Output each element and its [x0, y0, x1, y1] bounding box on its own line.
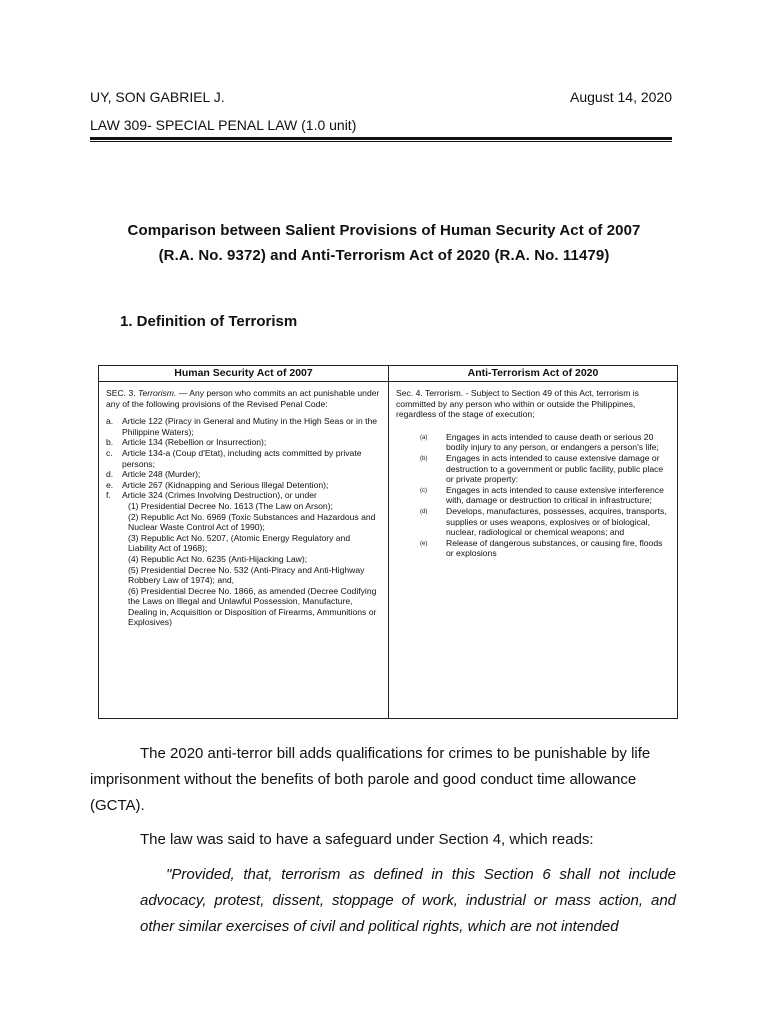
- list-item: [106, 437, 380, 448]
- document-title-line-2: (R.A. No. 9372) and Anti-Terrorism Act of 2020 (R.A. No. 11479): [158, 247, 610, 264]
- list-item: [106, 448, 380, 469]
- table-header-right: Anti-Terrorism Act of 2020: [467, 367, 599, 379]
- list-text: Article 134-a (Coup d'Etat), including acts committed by private persons;: [122, 447, 362, 469]
- sub-item: (6) Presidential Decree No. 1866, as amended (Decree Codifying the Laws on Illegal and Unlawful Possession, Manufacture, Dealing in, Acquisition or Disposition of Firearms, Ammunitions or Explosives): [128, 585, 377, 628]
- list-text: Develops, manufactures, possesses, acquires, transports, supplies or uses weapons, explosives or of biological, nuclear, radiological or chemical weapons; and: [446, 505, 667, 538]
- list-marker: b.: [106, 437, 114, 448]
- list-item: [106, 416, 380, 437]
- left-intro-rest: — Any person who commits an act punishable under any of the following provisions of the Revised Penal Code:: [106, 388, 380, 409]
- list-marker: (e): [420, 540, 428, 547]
- quoted-provision: "Provided, that, terrorism as defined in this Section 6 shall not include advocacy, protest, dissent, stoppage of work, industrial or mass action, and other similar exercises of civil and political rights, which are not intended: [140, 866, 676, 935]
- left-intro-prefix: SEC. 3.: [106, 388, 138, 398]
- paragraph-life-imprisonment: The 2020 anti-terror bill adds qualifications for crimes to be punishable by life imprisonment without the benefits of both parole and good conduct time allowance (GCTA).: [90, 745, 651, 814]
- list-marker: (a): [420, 434, 428, 441]
- list-text: Article 324 (Crimes Involving Destruction), or under: [122, 490, 317, 501]
- sub-item: (5) Presidential Decree No. 532 (Anti-Piracy and Anti-Highway Robbery Law of 1974); and,: [128, 564, 365, 586]
- list-marker: (b): [420, 455, 428, 462]
- list-marker: c.: [106, 447, 113, 458]
- right-column: [396, 388, 670, 559]
- list-text: Release of dangerous substances, or causing fire, floods or explosions: [446, 537, 663, 559]
- list-marker: d.: [106, 469, 114, 480]
- comparison-table: [98, 365, 678, 719]
- left-intro: [106, 388, 380, 409]
- sub-item: (2) Republic Act No. 6969 (Toxic Substances and Hazardous and Nuclear Waste Control Act of 1990);: [128, 511, 376, 533]
- list-text: Article 122 (Piracy in General and Mutiny in the High Seas or in the Philippine Waters);: [122, 416, 378, 437]
- list-text: Article 248 (Murder);: [122, 469, 201, 480]
- paragraph-safeguard: The law was said to have a safeguard under Section 4, which reads:: [140, 831, 594, 848]
- list-item: [396, 538, 670, 559]
- left-article-list: [106, 416, 380, 628]
- section-heading: 1. Definition of Terrorism: [120, 313, 298, 330]
- list-marker: a.: [106, 416, 114, 427]
- list-item: [396, 432, 670, 453]
- list-text: Article 267 (Kidnapping and Serious Illegal Detention);: [122, 479, 329, 490]
- list-item: [396, 485, 670, 506]
- list-item: [396, 506, 670, 538]
- list-text: Engages in acts intended to cause extensive damage or destruction to a government or public facility, public place or private property:: [446, 452, 664, 485]
- list-text: Article 134 (Rebellion or Insurrection);: [122, 437, 267, 448]
- sub-item: (1) Presidential Decree No. 1613 (The Law on Arson);: [128, 500, 333, 511]
- left-column: [106, 388, 380, 628]
- list-marker: (c): [420, 487, 427, 494]
- right-act-list: [396, 432, 670, 559]
- list-text: Engages in acts intended to cause extensive interference with, damage or destruction to critical in infrastructure;: [446, 484, 664, 506]
- header-rule: [90, 137, 672, 140]
- sub-item: (4) Republic Act No. 6235 (Anti-Hijacking Law);: [128, 553, 308, 564]
- list-marker: (d): [420, 508, 428, 515]
- document-date: August 14, 2020: [570, 89, 672, 105]
- student-name: UY, SON GABRIEL J.: [90, 89, 225, 105]
- table-column-divider: [388, 366, 389, 718]
- left-intro-term: Terrorism.: [138, 388, 177, 398]
- right-intro: Sec. 4. Terrorism. - Subject to Section 49 of this Act, terrorism is committed by any person who within or outside the Philippines, regardless of the stage of execution;: [396, 388, 639, 420]
- table-header-left: Human Security Act of 2007: [174, 367, 313, 379]
- list-item: [106, 469, 380, 480]
- list-item: [106, 490, 380, 628]
- list-marker: e.: [106, 479, 114, 490]
- course-title: LAW 309- SPECIAL PENAL LAW (1.0 unit): [90, 117, 357, 133]
- header-rule-thin: [90, 141, 672, 142]
- document-title-line-1: Comparison between Salient Provisions of Human Security Act of 2007: [127, 222, 641, 239]
- list-item: [106, 480, 380, 491]
- list-marker: f.: [106, 490, 111, 501]
- list-text: Engages in acts intended to cause death or serious 20 bodily injury to any person, or endangers a person's life;: [446, 431, 659, 453]
- list-item: [396, 453, 670, 485]
- sub-item: (3) Republic Act No. 5207, (Atomic Energy Regulatory and Liability Act of 1968);: [128, 532, 351, 554]
- table-header-divider: [99, 381, 677, 382]
